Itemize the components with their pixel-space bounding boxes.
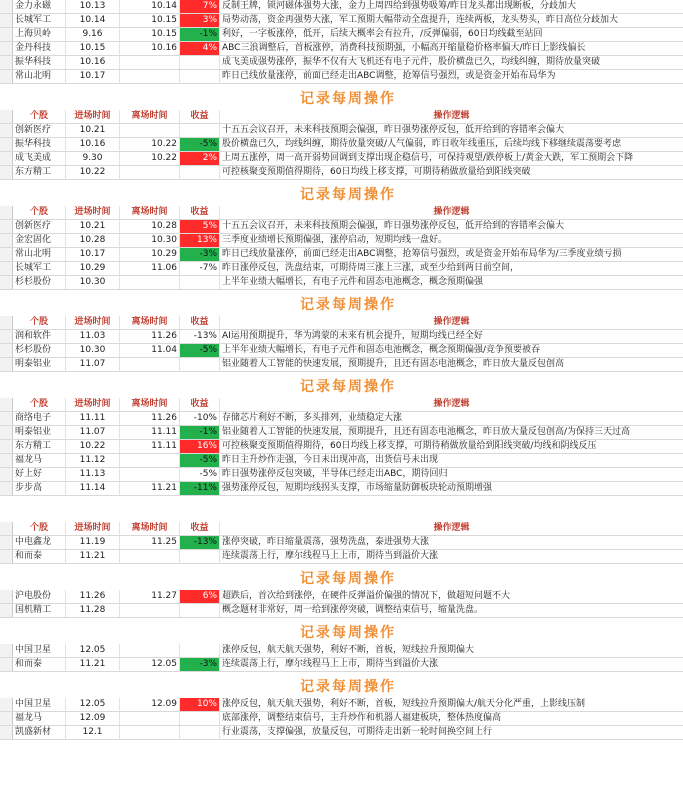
- stock-name-cell[interactable]: 和而泰: [13, 550, 66, 563]
- row-gutter[interactable]: [0, 110, 13, 123]
- return-cell[interactable]: -13%: [180, 536, 220, 549]
- table-header-row: [0, 206, 683, 220]
- stock-name-cell[interactable]: 好上好: [13, 468, 66, 481]
- row-gutter[interactable]: [0, 712, 13, 725]
- return-cell[interactable]: [180, 124, 220, 137]
- entry-date-cell[interactable]: 10.21: [66, 124, 120, 137]
- row-gutter[interactable]: [0, 344, 13, 357]
- exit-date-cell[interactable]: [120, 276, 180, 289]
- table-row: [0, 262, 683, 276]
- header-entry-date-cell[interactable]: 进场时间: [66, 398, 120, 411]
- logic-cell[interactable]: 涨停突破，昨日缩量震荡，强势洗盘，泰进强势大涨: [222, 537, 430, 547]
- stock-name-cell[interactable]: 步步高: [13, 482, 66, 495]
- row-gutter[interactable]: [0, 358, 13, 371]
- exit-date-cell[interactable]: [120, 56, 180, 69]
- row-gutter[interactable]: [0, 220, 13, 233]
- row-gutter[interactable]: [0, 316, 13, 329]
- return-cell[interactable]: [180, 712, 220, 725]
- return-cell[interactable]: 3%: [180, 14, 220, 27]
- entry-date-cell[interactable]: 10.22: [66, 440, 120, 453]
- row-gutter[interactable]: [0, 658, 13, 671]
- logic-cell[interactable]: 昨日涨停反包，洗盘结束，可期待周三涨上三涨，或至少给到两日前空间，: [222, 263, 520, 273]
- entry-date-cell[interactable]: 10.16: [66, 138, 120, 151]
- section-banner: 记录每周操作: [300, 571, 396, 587]
- exit-date-cell[interactable]: [120, 644, 180, 657]
- logic-cell[interactable]: 上半年业绩大幅增长，有电子元件和固态电池概念，概念预期偏强/竞争预要被吞: [222, 345, 541, 355]
- header-return-cell[interactable]: 收益: [180, 522, 220, 535]
- return-cell[interactable]: [180, 726, 220, 739]
- exit-date-cell[interactable]: 11.11: [120, 426, 180, 439]
- return-cell[interactable]: -10%: [180, 412, 220, 425]
- table-row: [0, 166, 683, 180]
- row-gutter[interactable]: [0, 590, 13, 603]
- entry-date-cell[interactable]: 10.14: [66, 14, 120, 27]
- row-gutter[interactable]: [0, 482, 13, 495]
- exit-date-cell[interactable]: [120, 726, 180, 739]
- logic-cell[interactable]: 利好，一字板涨停，低开，后续大概率会有拉升，/反弹偏弱，60日均线截至站回: [222, 29, 543, 39]
- exit-date-cell[interactable]: [120, 550, 180, 563]
- table-row: [0, 412, 683, 426]
- header-exit-date-cell[interactable]: 离场时间: [120, 398, 180, 411]
- stock-name-cell[interactable]: 金力永磁: [13, 0, 66, 13]
- stock-name-cell[interactable]: 金丹科技: [13, 42, 66, 55]
- stock-name-cell[interactable]: 长城军工: [13, 262, 66, 275]
- entry-date-cell[interactable]: 11.03: [66, 330, 120, 343]
- entry-date-cell[interactable]: 10.21: [66, 220, 120, 233]
- table-row: [0, 454, 683, 468]
- entry-date-cell[interactable]: 10.16: [66, 56, 120, 69]
- logic-cell[interactable]: 股价横盘已久，均线纠缠，期待放量突破/人气偏弱，昨日收年线重压，后续均线下移继续震荡要考虑: [222, 139, 622, 149]
- header-logic-cell[interactable]: 操作逻辑: [433, 317, 470, 327]
- logic-cell[interactable]: 反制王牌，锁河磁体强势大涨，金力上周四给到强势吸筹/昨日龙头都出现断板，分歧加大: [222, 1, 577, 11]
- return-cell[interactable]: 4%: [180, 42, 220, 55]
- return-cell[interactable]: -5%: [180, 468, 220, 481]
- logic-cell[interactable]: ABC三浪调整后，首板涨停，消费科技预期强，小幅高开缩量稳价格率偏大/昨日上影线偏长: [222, 43, 586, 53]
- row-gutter[interactable]: [0, 276, 13, 289]
- return-cell[interactable]: [180, 276, 220, 289]
- stock-name-cell[interactable]: 沪电股份: [13, 590, 66, 603]
- table-row: [0, 70, 683, 84]
- stock-name-cell[interactable]: 长城军工: [13, 14, 66, 27]
- stock-name-cell[interactable]: 东方精工: [13, 440, 66, 453]
- logic-cell[interactable]: 三季度业绩增长预期偏强，涨停启动，短期均线一盘好。: [222, 235, 448, 245]
- exit-date-cell[interactable]: 11.26: [120, 412, 180, 425]
- return-cell[interactable]: -3%: [180, 248, 220, 261]
- table-row: [0, 14, 683, 28]
- header-exit-date-cell[interactable]: 离场时间: [120, 206, 180, 219]
- row-gutter[interactable]: [0, 124, 13, 137]
- row-gutter[interactable]: [0, 206, 13, 219]
- logic-cell[interactable]: 铝业随着人工智能的快速发展，预期提升，且还有固态电池概念，昨日放大量反包创高: [222, 359, 565, 369]
- return-cell[interactable]: 13%: [180, 234, 220, 247]
- return-cell[interactable]: 6%: [180, 590, 220, 603]
- entry-date-cell[interactable]: 10.30: [66, 344, 120, 357]
- return-cell[interactable]: -1%: [180, 426, 220, 439]
- stock-name-cell[interactable]: 上海贝岭: [13, 28, 66, 41]
- entry-date-cell[interactable]: 10.15: [66, 42, 120, 55]
- header-logic-cell[interactable]: 操作逻辑: [433, 207, 470, 217]
- table-row: [0, 590, 683, 604]
- logic-cell[interactable]: AI运用预期提升，华为鸿蒙的未来有机会提升，短期均线已经全好: [222, 331, 483, 341]
- header-return-cell[interactable]: 收益: [180, 316, 220, 329]
- exit-date-cell[interactable]: 12.05: [120, 658, 180, 671]
- stock-name-cell[interactable]: 明泰铝业: [13, 426, 66, 439]
- logic-cell[interactable]: 上半年业绩大幅增长，有电子元件和固态电池概念，概念预期偏强: [222, 277, 484, 287]
- entry-date-cell[interactable]: 10.17: [66, 70, 120, 83]
- row-gutter[interactable]: [0, 152, 13, 165]
- row-gutter[interactable]: [0, 398, 13, 411]
- table-row: [0, 550, 683, 564]
- exit-date-cell[interactable]: [120, 70, 180, 83]
- stock-name-cell[interactable]: 福龙马: [13, 712, 66, 725]
- exit-date-cell[interactable]: 11.06: [120, 262, 180, 275]
- row-gutter[interactable]: [0, 234, 13, 247]
- exit-date-cell[interactable]: [120, 454, 180, 467]
- stock-name-cell[interactable]: 明泰铝业: [13, 358, 66, 371]
- row-gutter[interactable]: [0, 536, 13, 549]
- table-row: [0, 276, 683, 290]
- return-cell[interactable]: [180, 56, 220, 69]
- return-cell[interactable]: [180, 166, 220, 179]
- entry-date-cell[interactable]: 10.13: [66, 0, 120, 13]
- exit-date-cell[interactable]: [120, 604, 180, 617]
- section-banner: 记录每周操作: [300, 297, 396, 313]
- entry-date-cell[interactable]: 12.05: [66, 644, 120, 657]
- table-row: [0, 344, 683, 358]
- return-cell[interactable]: -5%: [180, 344, 220, 357]
- stock-name-cell[interactable]: 振华科技: [13, 56, 66, 69]
- row-gutter[interactable]: [0, 440, 13, 453]
- table-row: [0, 726, 683, 740]
- section-banner: 记录每周操作: [300, 91, 396, 107]
- table-row: [0, 482, 683, 496]
- row-gutter[interactable]: [0, 454, 13, 467]
- exit-date-cell[interactable]: 11.04: [120, 344, 180, 357]
- logic-cell[interactable]: 可控核聚变预期值得期待，60日均线上移支撑，可期待稍做放量给到阳线突破: [222, 167, 531, 177]
- stock-name-cell[interactable]: 东方精工: [13, 166, 66, 179]
- return-cell[interactable]: 16%: [180, 440, 220, 453]
- return-cell[interactable]: [180, 644, 220, 657]
- entry-date-cell[interactable]: 11.26: [66, 590, 120, 603]
- return-cell[interactable]: -5%: [180, 138, 220, 151]
- exit-date-cell[interactable]: 10.22: [120, 138, 180, 151]
- table-header-row: [0, 398, 683, 412]
- logic-cell[interactable]: 连续震荡上行，摩尔线程马上上市，期待当到溢价大涨: [222, 659, 439, 669]
- row-gutter[interactable]: [0, 28, 13, 41]
- exit-date-cell[interactable]: 11.27: [120, 590, 180, 603]
- entry-date-cell[interactable]: 9.16: [66, 28, 120, 41]
- table-row: [0, 42, 683, 56]
- table-row: [0, 234, 683, 248]
- logic-cell[interactable]: 十五五会议召开，未来科技预期会偏强，昨日强势涨停反包，低开给到的容错率会偏大: [222, 125, 565, 135]
- table-row: [0, 712, 683, 726]
- stock-name-cell[interactable]: 商络电子: [13, 412, 66, 425]
- table-row: [0, 152, 683, 166]
- exit-date-cell[interactable]: 12.09: [120, 698, 180, 711]
- exit-date-cell[interactable]: 10.22: [120, 152, 180, 165]
- exit-date-cell[interactable]: [120, 468, 180, 481]
- logic-cell[interactable]: 成飞美成强势涨停，振华不仅有大飞机还有电子元件，股价横盘已久，均线纠缠，期待放量突破: [222, 57, 601, 67]
- return-cell[interactable]: -11%: [180, 482, 220, 495]
- entry-date-cell[interactable]: 11.19: [66, 536, 120, 549]
- header-return-cell[interactable]: 收益: [180, 110, 220, 123]
- table-row: [0, 248, 683, 262]
- stock-name-cell[interactable]: 杉杉股份: [13, 344, 66, 357]
- row-gutter[interactable]: [0, 138, 13, 151]
- row-gutter[interactable]: [0, 644, 13, 657]
- exit-date-cell[interactable]: [120, 358, 180, 371]
- header-stock-name-cell[interactable]: 个股: [13, 522, 66, 535]
- logic-cell[interactable]: 昨日强势涨停反包突破，半导体已经走出ABC，期待回归: [222, 469, 448, 479]
- logic-cell[interactable]: 铝业随着人工智能的快速发展，预期提升，且还有固态电池概念，昨日放大量反包创高/为保持三天过高: [222, 427, 631, 437]
- header-stock-name-cell[interactable]: 个股: [13, 398, 66, 411]
- entry-date-cell[interactable]: 11.14: [66, 482, 120, 495]
- exit-date-cell[interactable]: [120, 712, 180, 725]
- return-cell[interactable]: -5%: [180, 454, 220, 467]
- table-row: [0, 124, 683, 138]
- entry-date-cell[interactable]: 11.21: [66, 550, 120, 563]
- exit-date-cell[interactable]: [120, 124, 180, 137]
- stock-name-cell[interactable]: 振华科技: [13, 138, 66, 151]
- table-row: [0, 468, 683, 482]
- return-cell[interactable]: 10%: [180, 698, 220, 711]
- table-row: [0, 358, 683, 372]
- section-banner: [13, 500, 683, 522]
- header-stock-name-cell[interactable]: 个股: [13, 110, 66, 123]
- header-stock-name-cell[interactable]: 个股: [13, 316, 66, 329]
- logic-cell[interactable]: 上周五涨停，周一高开弱势回调到支撑出现企稳信号，可保持观望/跌停板上/黄金大跌，军工预期会下降: [222, 153, 634, 163]
- logic-cell[interactable]: 涨停反包，航天航天强势，利好不断，首板，短线拉升预期偏大: [222, 645, 475, 655]
- return-cell[interactable]: 5%: [180, 220, 220, 233]
- return-cell[interactable]: 2%: [180, 152, 220, 165]
- table-row: [0, 536, 683, 550]
- stock-name-cell[interactable]: 常山北明: [13, 70, 66, 83]
- logic-cell[interactable]: 昨日主升炒作走强，今日未出现冲高，出货信号未出现: [222, 455, 439, 465]
- table-row: [0, 220, 683, 234]
- stock-name-cell[interactable]: 金宏固化: [13, 234, 66, 247]
- row-gutter[interactable]: [0, 262, 13, 275]
- logic-cell[interactable]: 超跌后，首次给到涨停，在硬件反弹溢价偏强的情况下，做超短问题不大: [222, 591, 511, 601]
- stock-name-cell[interactable]: 创新医疗: [13, 124, 66, 137]
- table-row: [0, 0, 683, 14]
- exit-date-cell[interactable]: 10.28: [120, 220, 180, 233]
- exit-date-cell[interactable]: 11.11: [120, 440, 180, 453]
- exit-date-cell[interactable]: [120, 166, 180, 179]
- exit-date-cell[interactable]: 11.21: [120, 482, 180, 495]
- row-gutter[interactable]: [0, 468, 13, 481]
- entry-date-cell[interactable]: 11.07: [66, 358, 120, 371]
- row-gutter[interactable]: [0, 56, 13, 69]
- header-return-cell[interactable]: 收益: [180, 206, 220, 219]
- stock-name-cell[interactable]: 凯盛新材: [13, 726, 66, 739]
- exit-date-cell[interactable]: 10.29: [120, 248, 180, 261]
- header-exit-date-cell[interactable]: 离场时间: [120, 522, 180, 535]
- table-row: [0, 28, 683, 42]
- row-gutter[interactable]: [0, 522, 13, 535]
- header-entry-date-cell[interactable]: 进场时间: [66, 206, 120, 219]
- table-row: [0, 330, 683, 344]
- header-return-cell[interactable]: 收益: [180, 398, 220, 411]
- table-row: [0, 426, 683, 440]
- stock-name-cell[interactable]: 成飞美成: [13, 152, 66, 165]
- row-gutter[interactable]: [0, 70, 13, 83]
- stock-name-cell[interactable]: 常山北明: [13, 248, 66, 261]
- entry-date-cell[interactable]: 11.12: [66, 454, 120, 467]
- logic-cell[interactable]: 存储芯片利好不断，多头排列，业绩稳定大涨: [222, 413, 403, 423]
- entry-date-cell[interactable]: 10.28: [66, 234, 120, 247]
- logic-cell[interactable]: 行业震荡，支撑偏强，放量反包，可期待走出新一轮时间换空间上行: [222, 727, 493, 737]
- stock-name-cell[interactable]: 创新医疗: [13, 220, 66, 233]
- header-stock-name-cell[interactable]: 个股: [13, 206, 66, 219]
- header-logic-cell[interactable]: 操作逻辑: [433, 523, 470, 533]
- logic-cell[interactable]: 概念题材非常好，周一给到涨停突破，调整结束信号，缩量洗盘。: [222, 605, 484, 615]
- logic-cell[interactable]: 昨日已线放量涨停，前面已经走出ABC调整，抢筹信号强烈，或是资金开始布局华为/三季度业绩亏损: [222, 249, 622, 259]
- section-banner: 记录每周操作: [300, 679, 396, 695]
- stock-name-cell[interactable]: 润和软件: [13, 330, 66, 343]
- row-gutter[interactable]: [0, 330, 13, 343]
- table-row: [0, 138, 683, 152]
- entry-date-cell[interactable]: 9.30: [66, 152, 120, 165]
- stock-name-cell[interactable]: 和而泰: [13, 658, 66, 671]
- row-gutter[interactable]: [0, 166, 13, 179]
- row-gutter[interactable]: [0, 426, 13, 439]
- entry-date-cell[interactable]: 11.28: [66, 604, 120, 617]
- row-gutter[interactable]: [0, 248, 13, 261]
- return-cell[interactable]: 7%: [180, 0, 220, 13]
- row-gutter[interactable]: [0, 14, 13, 27]
- header-entry-date-cell[interactable]: 进场时间: [66, 522, 120, 535]
- return-cell[interactable]: [180, 358, 220, 371]
- row-gutter[interactable]: [0, 412, 13, 425]
- exit-date-cell[interactable]: 10.16: [120, 42, 180, 55]
- header-logic-cell[interactable]: 操作逻辑: [433, 111, 470, 121]
- entry-date-cell[interactable]: 10.30: [66, 276, 120, 289]
- return-cell[interactable]: -3%: [180, 658, 220, 671]
- entry-date-cell[interactable]: 10.17: [66, 248, 120, 261]
- entry-date-cell[interactable]: 10.22: [66, 166, 120, 179]
- stock-name-cell[interactable]: 中电鑫龙: [13, 536, 66, 549]
- table-header-row: [0, 110, 683, 124]
- entry-date-cell[interactable]: 11.11: [66, 412, 120, 425]
- logic-cell[interactable]: 强势涨停反包，短期均线拐头支撑，市场缩量防御板块轮动预期增强: [222, 483, 493, 493]
- table-row: [0, 56, 683, 70]
- row-gutter[interactable]: [0, 604, 13, 617]
- return-cell[interactable]: [180, 604, 220, 617]
- header-exit-date-cell[interactable]: 离场时间: [120, 316, 180, 329]
- row-gutter[interactable]: [0, 698, 13, 711]
- exit-date-cell[interactable]: 11.26: [120, 330, 180, 343]
- exit-date-cell[interactable]: 10.15: [120, 28, 180, 41]
- entry-date-cell[interactable]: 11.07: [66, 426, 120, 439]
- table-row: [0, 440, 683, 454]
- logic-cell[interactable]: 十五五会议召开，未来科技预期会偏强，昨日强势涨停反包，低开给到的容错率会偏大: [222, 221, 565, 231]
- row-gutter[interactable]: [0, 0, 13, 13]
- table-row: [0, 604, 683, 618]
- entry-date-cell[interactable]: 12.05: [66, 698, 120, 711]
- return-cell[interactable]: -1%: [180, 28, 220, 41]
- entry-date-cell[interactable]: 12.09: [66, 712, 120, 725]
- header-logic-cell[interactable]: 操作逻辑: [433, 399, 470, 409]
- logic-cell[interactable]: 涨停反包，航天航天强势，利好不断，首板，短线拉升预期偏大/航天分化严重，上影线压制: [222, 699, 586, 709]
- table-row: [0, 658, 683, 672]
- row-gutter[interactable]: [0, 550, 13, 563]
- row-gutter[interactable]: [0, 42, 13, 55]
- entry-date-cell[interactable]: 11.13: [66, 468, 120, 481]
- return-cell[interactable]: [180, 70, 220, 83]
- logic-cell[interactable]: 可控核聚变预期值得期待，60日均线上移支撑，可期待稍做放量给到阳线突破/均线和阴线反压: [222, 441, 597, 451]
- exit-date-cell[interactable]: 10.30: [120, 234, 180, 247]
- return-cell[interactable]: -13%: [180, 330, 220, 343]
- table-header-row: [0, 316, 683, 330]
- exit-date-cell[interactable]: 10.15: [120, 14, 180, 27]
- logic-cell[interactable]: 昨日已线放量涨停，前面已经走出ABC调整，抢筹信号强烈，或是资金开始布局华为: [222, 71, 556, 81]
- section-banner: 记录每周操作: [300, 625, 396, 641]
- stock-name-cell[interactable]: 杉杉股份: [13, 276, 66, 289]
- logic-cell[interactable]: 局势动荡，资金再强势大涨，军工预期大幅带动全盘提升，连续两板，龙头势头，昨日高位分歧加大: [222, 15, 619, 25]
- stock-name-cell[interactable]: 中国卫星: [13, 644, 66, 657]
- table-row: [0, 698, 683, 712]
- stock-name-cell[interactable]: 国机精工: [13, 604, 66, 617]
- logic-cell[interactable]: 底部涨停，调整结束信号，主升炒作和机器人福建板块，整体热度偏高: [222, 713, 502, 723]
- table-header-row: [0, 522, 683, 536]
- row-gutter[interactable]: [0, 726, 13, 739]
- header-entry-date-cell[interactable]: 进场时间: [66, 110, 120, 123]
- section-banner: 记录每周操作: [300, 379, 396, 395]
- header-exit-date-cell[interactable]: 离场时间: [120, 110, 180, 123]
- table-row: [0, 644, 683, 658]
- stock-name-cell[interactable]: 中国卫星: [13, 698, 66, 711]
- section-banner: 记录每周操作: [300, 187, 396, 203]
- exit-date-cell[interactable]: 10.14: [120, 0, 180, 13]
- entry-date-cell[interactable]: 10.29: [66, 262, 120, 275]
- return-cell[interactable]: [180, 550, 220, 563]
- header-entry-date-cell[interactable]: 进场时间: [66, 316, 120, 329]
- entry-date-cell[interactable]: 12.1: [66, 726, 120, 739]
- return-cell[interactable]: -7%: [180, 262, 220, 275]
- logic-cell[interactable]: 连续震荡上行，摩尔线程马上上市，期待当到溢价大涨: [222, 551, 439, 561]
- stock-name-cell[interactable]: 福龙马: [13, 454, 66, 467]
- entry-date-cell[interactable]: 11.21: [66, 658, 120, 671]
- exit-date-cell[interactable]: 11.25: [120, 536, 180, 549]
